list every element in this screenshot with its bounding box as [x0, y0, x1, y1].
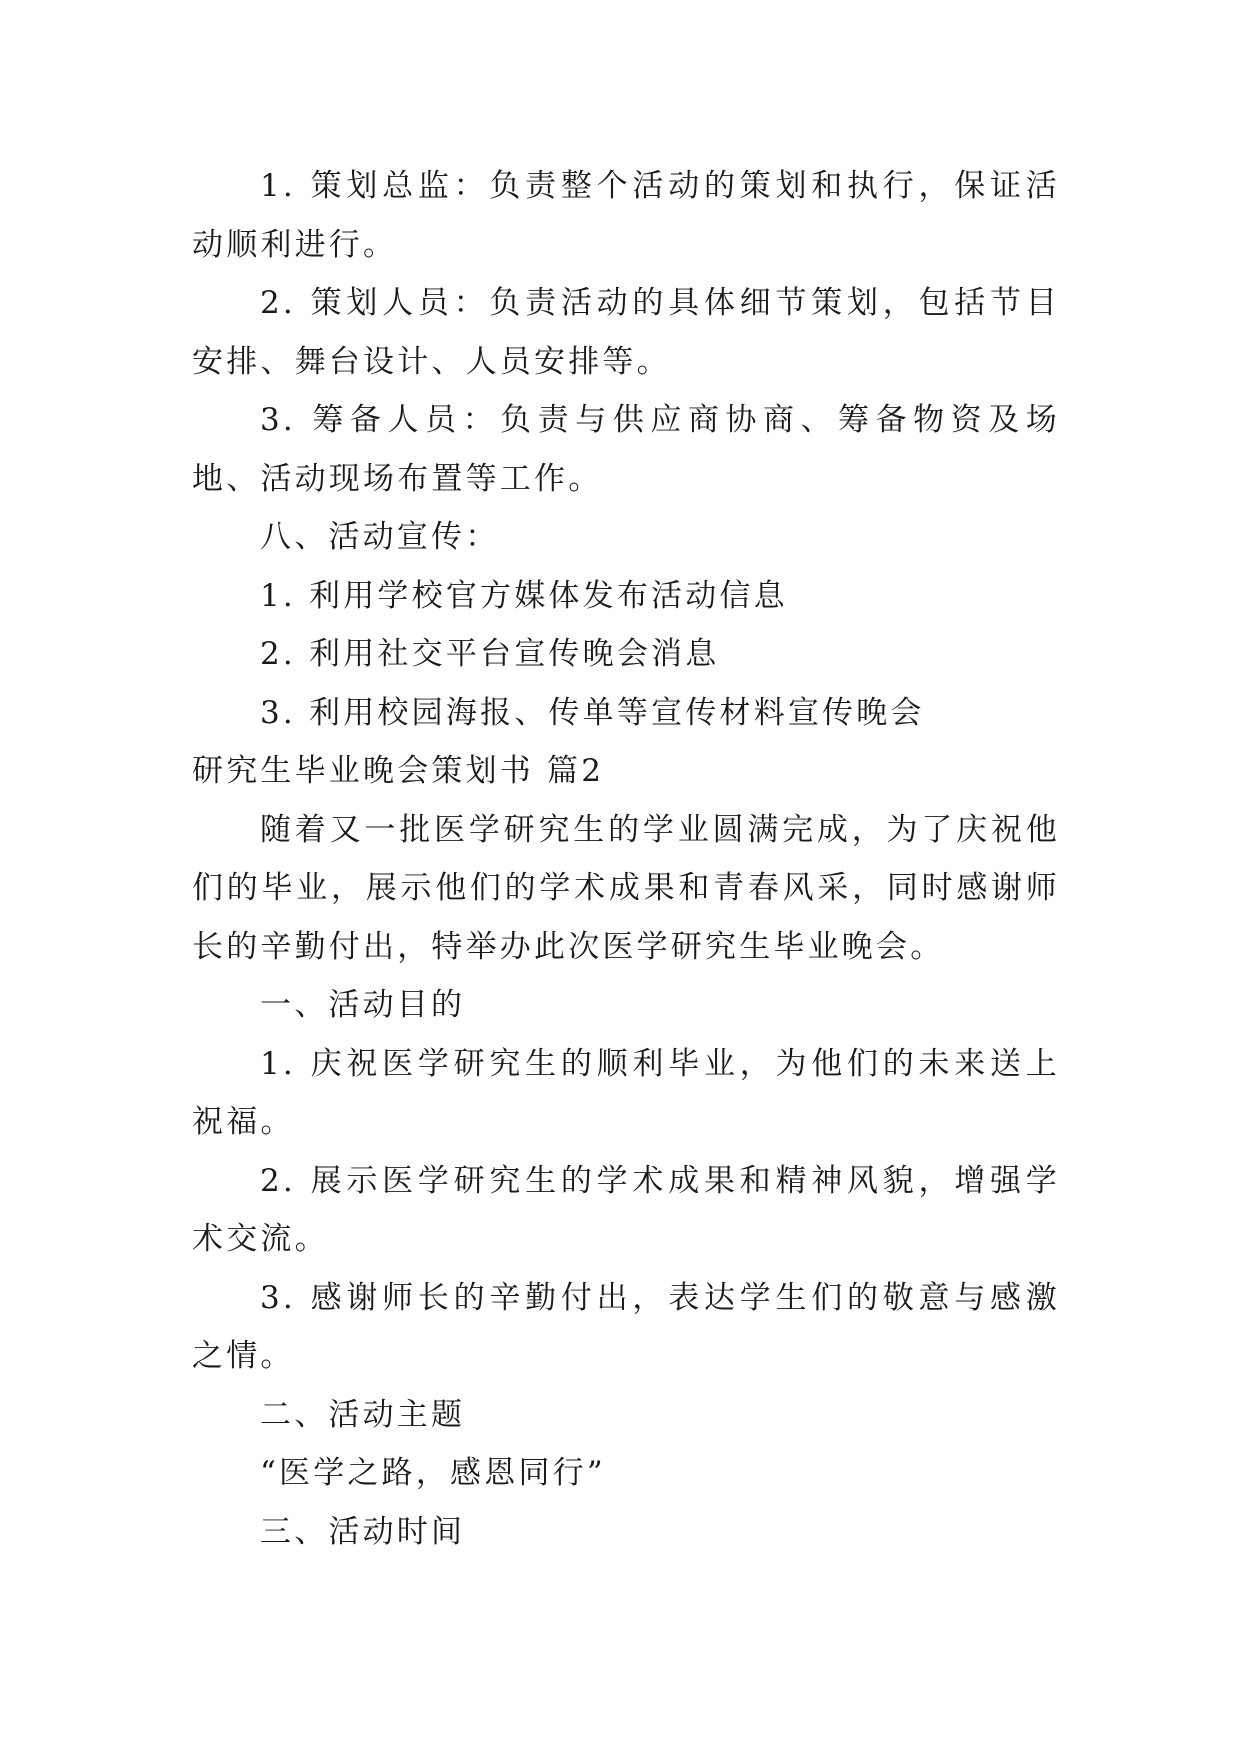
list-item-official-media: 1. 利用学校官方媒体发布活动信息 [260, 577, 788, 614]
paragraph-planning-director: 1. 策划总监：负责整个活动的策划和执行，保证活动顺利进行。 [192, 168, 1060, 263]
list-item-purpose-3: 3. 感谢师长的辛勤付出，表达学生们的敬意与感激之情。 [192, 1279, 1060, 1374]
list-item-purpose-1: 1. 庆祝医学研究生的顺利毕业，为他们的未来送上祝福。 [192, 1045, 1060, 1140]
section-heading-theme: 二、活动主题 [260, 1396, 466, 1433]
article-title: 研究生毕业晚会策划书 篇2 [192, 753, 605, 789]
paragraph-preparation-staff: 3. 筹备人员：负责与供应商协商、筹备物资及场地、活动现场布置等工作。 [192, 402, 1060, 497]
theme-slogan: “医学之路，感恩同行” [260, 1455, 606, 1491]
list-item-social-platforms: 2. 利用社交平台宣传晚会消息 [260, 636, 720, 672]
list-item-purpose-2: 2. 展示医学研究生的学术成果和精神风貌，增强学术交流。 [192, 1162, 1060, 1257]
section-heading-publicity: 八、活动宣传： [260, 519, 500, 555]
document-body [192, 157, 1060, 1561]
paragraph-introduction: 随着又一批医学研究生的学业圆满完成，为了庆祝他们的毕业，展示他们的学术成果和青春风采，同时感谢师长的辛勤付出，特举办此次医学研究生毕业晚会。 [192, 811, 1060, 965]
list-item-campus-posters: 3. 利用校园海报、传单等宣传材料宣传晚会 [260, 694, 925, 731]
section-heading-purpose: 一、活动目的 [260, 987, 466, 1023]
paragraph-planning-staff: 2. 策划人员：负责活动的具体细节策划，包括节目安排、舞台设计、人员安排等。 [192, 285, 1060, 380]
section-heading-time: 三、活动时间 [260, 1513, 466, 1550]
